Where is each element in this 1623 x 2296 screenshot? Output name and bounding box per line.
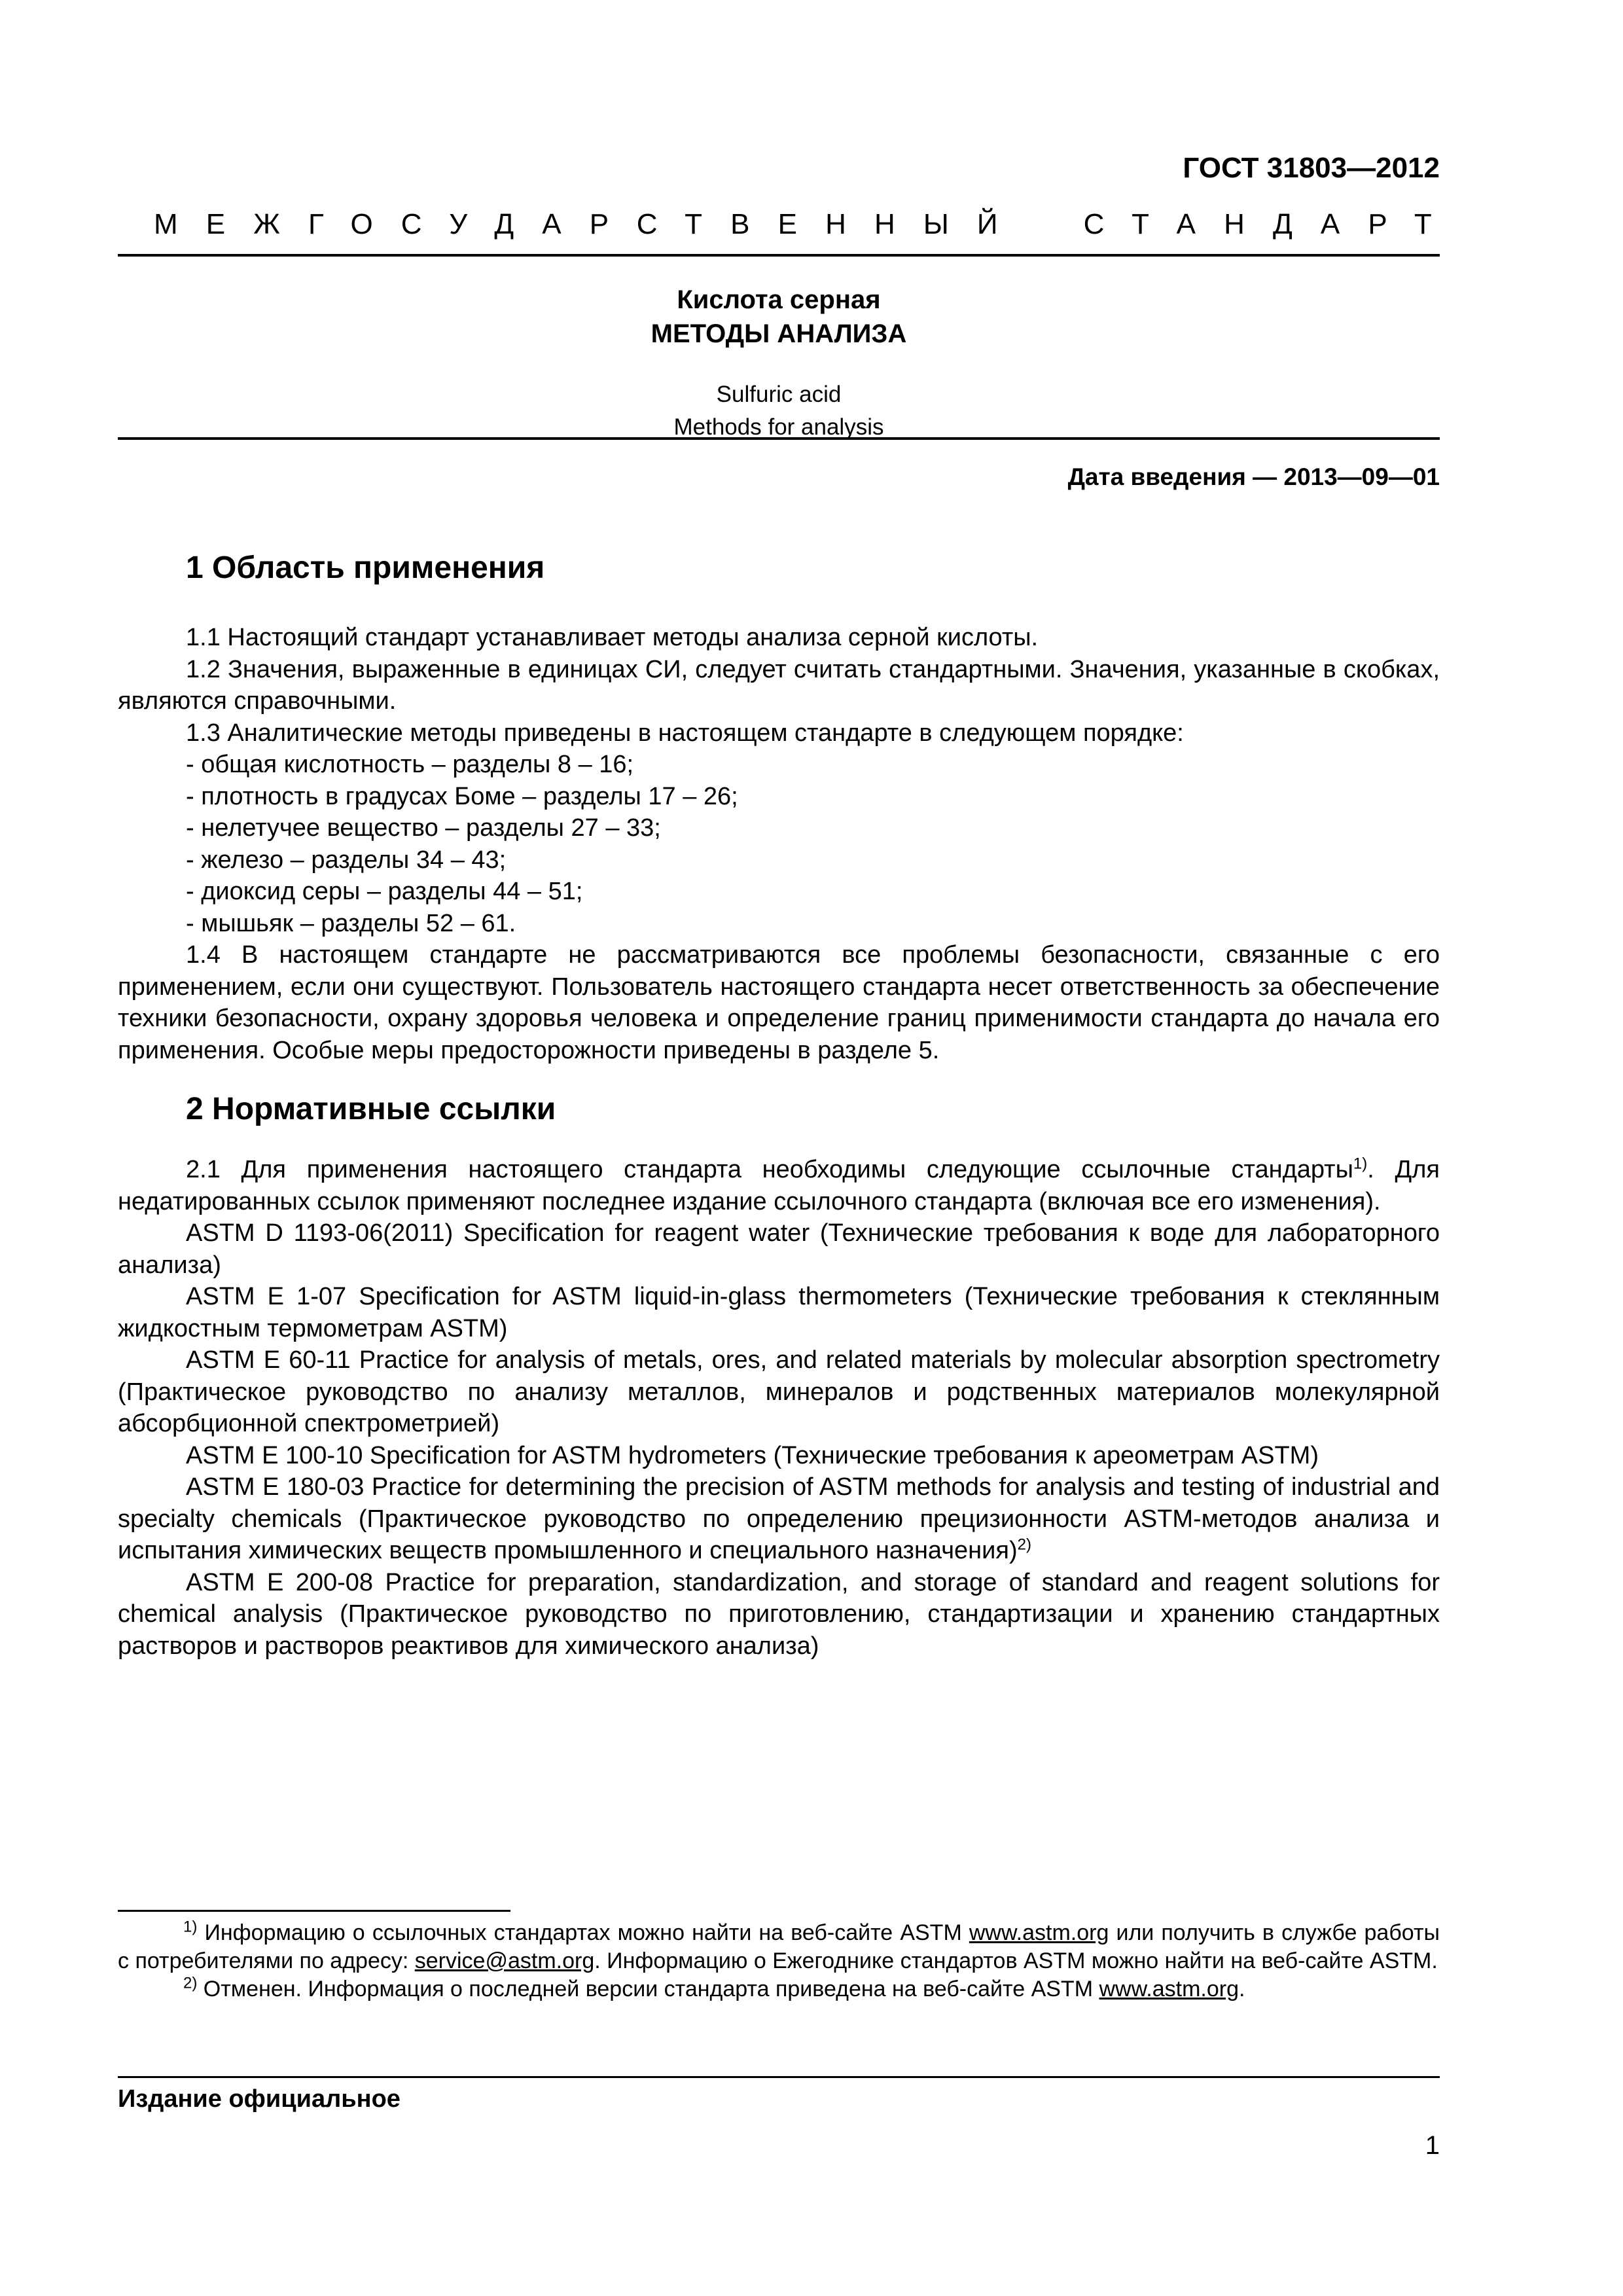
footer-divider [118,2076,1440,2078]
list-item: - плотность в градусах Боме – разделы 17 – 26; [186,782,738,810]
title-en-line1: Sulfuric acid [716,382,842,407]
title-divider [118,437,1440,440]
paragraph-2-1-text-cont: . Для недатированных ссылок применяют последнее издание ссылочного стандарта (включая все его изменения). [118,1156,1440,1215]
astm-email-link[interactable]: service@astm.org [414,1948,595,1973]
header-divider [118,254,1440,257]
footnotes [118,1919,1440,2003]
reference-item: ASTM E 200-08 Practice for preparation, standardization, and storage of standard and reagent solutions for chemical analysis (Практическое руководство по приготовлению, стандартизации и хранению стандартных растворов и растворов реактивов для химического анализа) [118,1568,1440,1660]
astm-website-link[interactable]: www.astm.org [969,1920,1109,1945]
page-number: 1 [1425,2131,1440,2160]
title-ru-line1: Кислота серная [677,285,881,314]
paragraph-1-1: 1.1 Настоящий стандарт устанавливает методы анализа серной кислоты. [186,624,1039,651]
section-2-title: 2 Нормативные ссылки [186,1092,556,1126]
footnote-1-text-end: . Информацию о Ежегоднике стандартов ASTM можно найти на веб-сайте ASTM. [594,1948,1438,1973]
footnote-2-text-end: . [1238,1977,1245,2001]
reference-e180-text: ASTM E 180-03 Practice for determining the precision of ASTM methods for analysis and testing of industrial and specialty chemicals (Практическое руководство по определению прецизионности ASTM-методов анализа и испытания химических веществ промышленного и специального назначения) [118,1473,1440,1564]
title-en-line2: Methods for analysis [673,414,884,440]
standard-type-heading [118,208,1460,241]
title-ru-line2: МЕТОДЫ АНАЛИЗА [651,319,907,348]
list-item: - железо – разделы 34 – 43; [186,846,507,874]
paragraph-1-3: 1.3 Аналитические методы приведены в настоящем стандарте в следующем порядке: [186,719,1184,747]
list-item: - нелетучее вещество – разделы 27 – 33; [186,814,661,842]
reference-item: ASTM E 60-11 Practice for analysis of metals, ores, and related materials by molecular absorption spectrometry (Практическое руководство по анализу металлов, минералов и родственных материалов молекулярной абсорбционной спектрометрией) [118,1346,1440,1437]
introduction-date: Дата введения — 2013—09—01 [1067,463,1440,490]
footnote-1 [118,1919,1440,1975]
title-block [118,283,1440,444]
footnote-divider [118,1910,510,1912]
astm-website-link[interactable]: www.astm.org [1099,1977,1239,2001]
paragraph-1-4: 1.4 В настоящем стандарте не рассматриваются все проблемы безопасности, связанные с его применением, если они существуют. Пользователь настоящего стандарта несет ответственность за обеспечение техники безопасности, охрану здоровья человека и определение границ применимости стандарта до начала его применения. Особые меры предосторожности приведены в разделе 5. [118,941,1440,1064]
footnote-1-text: Информацию о ссылочных стандартах можно найти на веб-сайте ASTM [197,1920,969,1945]
standard-type-standard: СТАНДАРТ [1083,208,1460,240]
footnote-1-text-cont: или получить в службе работы с потребителями по адресу: [118,1920,1440,1973]
paragraph-2-1 [118,1154,1440,1217]
reference-item: ASTM E 100-10 Specification for ASTM hydrometers (Технические требования к ареометрам ASTM) [186,1441,1319,1469]
official-edition-label: Издание официальное [118,2085,401,2113]
footnote-2 [118,1975,1440,2003]
title-en-block [118,378,1440,444]
main-content [118,548,1440,1662]
standard-type-interstate: МЕЖГОСУДАРСТВЕННЫЙ [154,208,1026,240]
list-item: - общая кислотность – разделы 8 – 16; [186,751,634,778]
footnote-mark-1: 1) [183,1918,198,1936]
list-item: - мышьяк – разделы 52 – 61. [186,909,516,937]
footnote-ref-1[interactable]: 1) [1353,1155,1368,1173]
document-number: ГОСТ 31803—2012 [1183,152,1440,184]
section-1-title: 1 Область применения [186,550,545,585]
reference-item [118,1471,1440,1567]
paragraph-2-1-text: 2.1 Для применения настоящего стандарта необходимы следующие ссылочные стандарты [186,1156,1353,1183]
reference-item: ASTM D 1193-06(2011) Specification for reagent water (Технические требования к воде для лабораторного анализа) [118,1219,1440,1279]
paragraph-1-2: 1.2 Значения, выраженные в единицах СИ, следует считать стандартными. Значения, указанные в скобках, являются справочными. [118,655,1440,715]
footnote-ref-2[interactable]: 2) [1017,1535,1031,1554]
reference-item: ASTM E 1-07 Specification for ASTM liquid-in-glass thermometers (Технические требования к стеклянным жидкостным термометрам ASTM) [118,1283,1440,1342]
footnote-2-text: Отменен. Информация о последней версии стандарта приведена на веб-сайте ASTM [197,1977,1099,2001]
list-item: - диоксид серы – разделы 44 – 51; [186,878,583,905]
footnote-mark-2: 2) [183,1974,198,1992]
